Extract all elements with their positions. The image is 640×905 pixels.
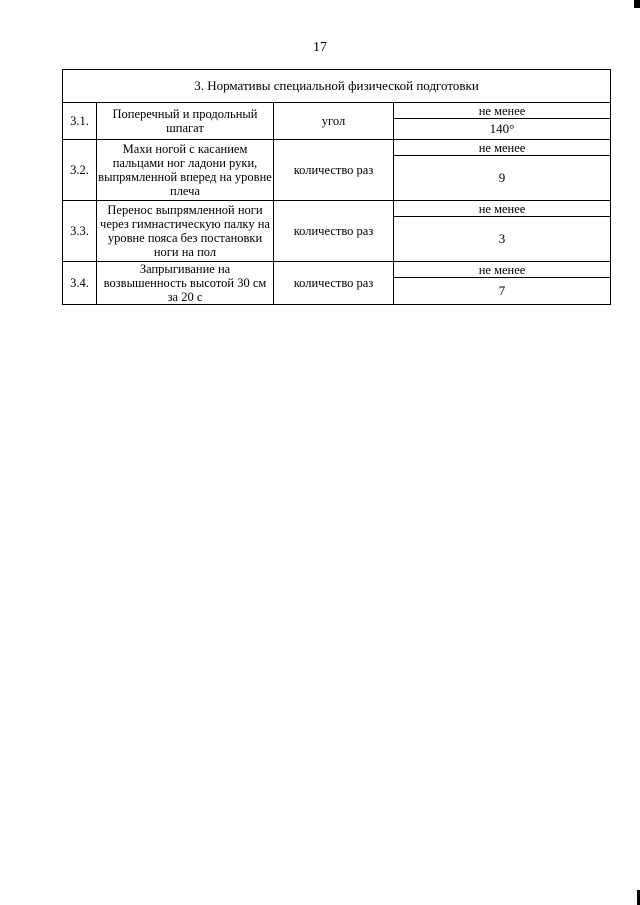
requirement-label: не менее — [394, 262, 611, 278]
row-number: 3.3. — [63, 201, 97, 262]
unit: количество раз — [274, 201, 394, 262]
scan-edge-mark — [634, 0, 640, 8]
requirement-value: 140° — [394, 119, 611, 140]
requirement-label: не менее — [394, 201, 611, 217]
row-number: 3.1. — [63, 103, 97, 140]
exercise-name: Махи ногой с касанием пальцами ног ладони руки, выпрямленной вперед на уровне плеча — [97, 140, 274, 201]
requirement-label: не менее — [394, 140, 611, 156]
table-row — [63, 262, 611, 278]
unit: количество раз — [274, 140, 394, 201]
section-header-row — [63, 70, 611, 103]
table-row — [63, 201, 611, 217]
exercise-name: Поперечный и продольный шпагат — [97, 103, 274, 140]
page-number: 17 — [313, 40, 327, 55]
requirement-value: 9 — [394, 156, 611, 201]
exercise-name: Перенос выпрямленной ноги через гимнастическую палку на уровне пояса без постановки ноги на пол — [97, 201, 274, 262]
requirement-value: 7 — [394, 278, 611, 305]
section-title: 3. Нормативы специальной физической подготовки — [63, 70, 611, 103]
table-row — [63, 140, 611, 156]
row-number: 3.2. — [63, 140, 97, 201]
exercise-name: Запрыгивание на возвышенность высотой 30 см за 20 с — [97, 262, 274, 305]
unit: количество раз — [274, 262, 394, 305]
unit: угол — [274, 103, 394, 140]
requirement-value: 3 — [394, 217, 611, 262]
norms-table — [62, 69, 611, 305]
row-number: 3.4. — [63, 262, 97, 305]
table-row — [63, 103, 611, 119]
requirement-label: не менее — [394, 103, 611, 119]
